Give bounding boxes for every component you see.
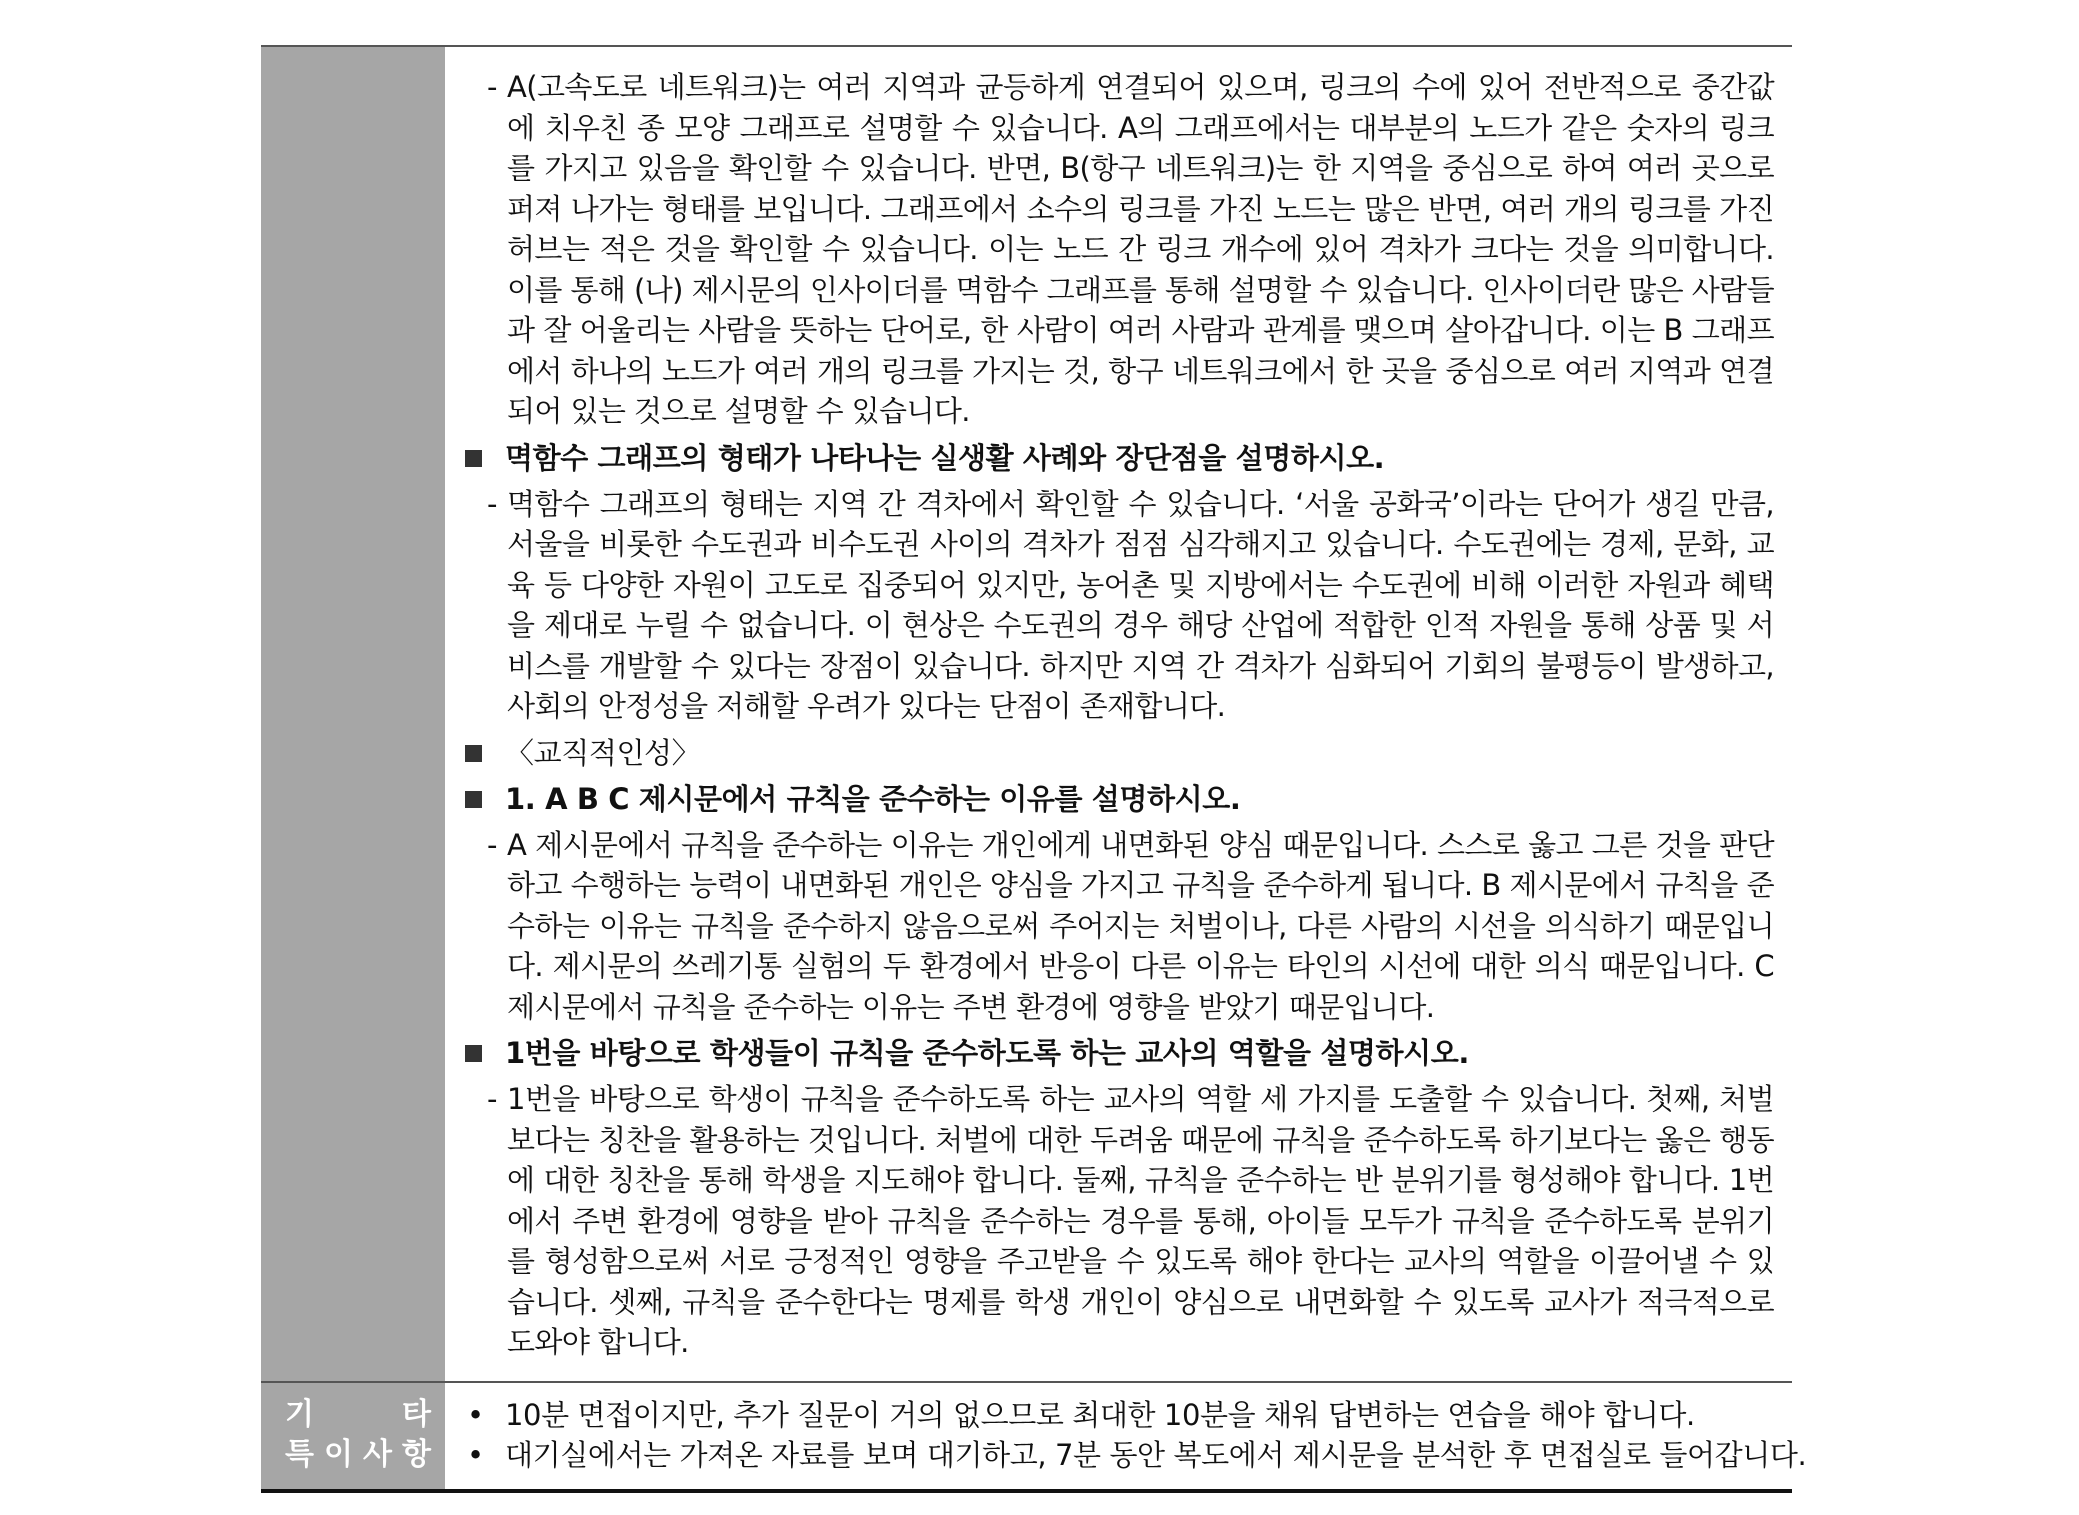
label-char: 기 (285, 1396, 314, 1432)
answer-text: 멱함수 그래프의 형태는 지역 간 격차에서 확인할 수 있습니다. ‘서울 공화국’이라는 단어가 생길 만큼, 서울을 비롯한 수도권과 비수도권 사이의 격차가 점점 심각해지고 있습니다. 수도권에는 경제, 문화, 교육 등 다양한 자원이 고도로 집중되어 있지만, 농어촌 및 지방에서는 수도권에 비해 이러한 자원과 혜택을 제대로 누릴 수 없습니다. 이 현상은 수도권의 경우 해당 산업에 적합한 인적 자원을 통해 상품 및 서비스를 개발할 수 있다는 장점이 있습니다. 하지만 지역 간 격차가 심화되어 기회의 불평등이 발생하고, 사회의 안정성을 저해할 우려가 있다는 단점이 존재합니다. (507, 486, 1774, 723)
square-bullet-icon (465, 745, 482, 762)
answer-paragraph (463, 67, 1774, 432)
note-text: 대기실에서는 가져온 자료를 보며 대기하고, 7분 동안 복도에서 제시문을 분석한 후 면접실로 들어갑니다. (505, 1437, 1807, 1472)
label-char: 타 (402, 1396, 431, 1432)
dash-marker: - (487, 827, 497, 862)
answer-paragraph (463, 1079, 1774, 1363)
dash-marker: - (487, 486, 497, 521)
note-text: 10분 면접이지만, 추가 질문이 거의 없으므로 최대한 10분을 채워 답변하는 연습을 해야 합니다. (505, 1397, 1695, 1432)
dash-marker: - (487, 1082, 497, 1116)
question-heading (463, 438, 1774, 478)
question-heading (463, 779, 1774, 819)
question-text: 멱함수 그래프의 형태가 나타나는 실생활 사례와 장단점을 설명하시오. (505, 440, 1385, 475)
label-line-1 (285, 1395, 431, 1435)
bullet-dot-icon: • (467, 1437, 484, 1472)
note-item (465, 1435, 1806, 1475)
answer-text: A(고속도로 네트워크)는 여러 지역과 균등하게 연결되어 있으며, 링크의 수에 있어 전반적으로 중간값에 치우친 종 모양 그래프로 설명할 수 있습니다. A의 그래프에서는 대부분의 노드가 같은 숫자의 링크를 가지고 있음을 확인할 수 있습니다. 반면, B(항구 네트워크)는 한 지역을 중심으로 하여 여러 곳으로 퍼져 나가는 형태를 보입니다. 그래프에서 소수의 링크를 가진 노드는 많은 반면, 여러 개의 링크를 가진 허브는 적은 것을 확인할 수 있습니다. 이는 노드 간 링크 개수에 있어 격차가 크다는 것을 의미합니다. 이를 통해 (나) 제시문의 인사이더를 멱함수 그래프를 통해 설명할 수 있습니다. 인사이더란 많은 사람들과 잘 어울리는 사람을 뜻하는 단어로, 한 사람이 여러 사람과 관계를 맺으며 살아갑니다. 이는 B 그래프에서 하나의 노드가 여러 개의 링크를 가지는 것, 항구 네트워크에서 한 곳을 중심으로 여러 지역과 연결되어 있는 것으로 설명할 수 있습니다. (507, 70, 1774, 428)
other-notes-cell (445, 1383, 1824, 1489)
square-bullet-icon (465, 791, 482, 808)
other-notes-row (261, 1381, 1807, 1489)
dash-marker: - (487, 70, 497, 104)
answer-text: 1번을 바탕으로 학생이 규칙을 준수하도록 하는 교사의 역할 세 가지를 도출할 수 있습니다. 첫째, 처벌보다는 칭찬을 활용하는 것입니다. 처벌에 대한 두려움 때문에 규칙을 준수하도록 하기보다는 옳은 행동에 대한 칭찬을 통해 학생을 지도해야 합니다. 둘째, 규칙을 준수하는 반 분위기를 형성해야 합니다. 1번에서 주변 환경에 영향을 받아 규칙을 준수하는 경우를 통해, 아이들 모두가 규칙을 준수하도록 분위기를 형성함으로써 서로 긍정적인 영향을 주고받을 수 있도록 해야 한다는 교사의 역할을 이끌어낼 수 있습니다. 셋째, 규칙을 준수한다는 명제를 학생 개인이 양심으로 내면화할 수 있도록 교사가 적극적으로 도와야 합니다. (507, 1082, 1774, 1359)
answer-text: A 제시문에서 규칙을 준수하는 이유는 개인에게 내면화된 양심 때문입니다. 스스로 옳고 그른 것을 판단하고 수행하는 능력이 내면화된 개인은 양심을 가지고 규칙을 준수하게 됩니다. B 제시문에서 규칙을 준수하는 이유는 규칙을 준수하지 않음으로써 주어지는 처벌이나, 다른 사람의 시선을 의식하기 때문입니다. 제시문의 쓰레기통 실험의 두 환경에서 반응이 다른 이유는 타인의 시선에 대한 의식 때문입니다. C 제시문에서 규칙을 준수하는 이유는 주변 환경에 영향을 받았기 때문입니다. (507, 827, 1774, 1024)
answer-paragraph (463, 825, 1774, 1028)
row-label-cell (261, 47, 445, 1381)
interview-table (261, 45, 1807, 1493)
question-text: 1. A B C 제시문에서 규칙을 준수하는 이유를 설명하시오. (505, 781, 1241, 816)
note-item (465, 1395, 1806, 1435)
other-notes-label (261, 1383, 445, 1489)
section-heading (463, 733, 1774, 773)
square-bullet-icon (465, 450, 482, 467)
content-row (261, 47, 1792, 1381)
question-heading (463, 1033, 1774, 1073)
content-cell (445, 47, 1792, 1381)
answer-paragraph (463, 484, 1774, 727)
bullet-dot-icon: • (467, 1397, 484, 1432)
question-text: 1번을 바탕으로 학생들이 규칙을 준수하도록 하는 교사의 역할을 설명하시오. (505, 1036, 1469, 1070)
section-heading-text: 〈교직적인성〉 (505, 735, 701, 770)
label-line-2: 특이사항 (285, 1436, 441, 1472)
square-bullet-icon (465, 1045, 482, 1062)
